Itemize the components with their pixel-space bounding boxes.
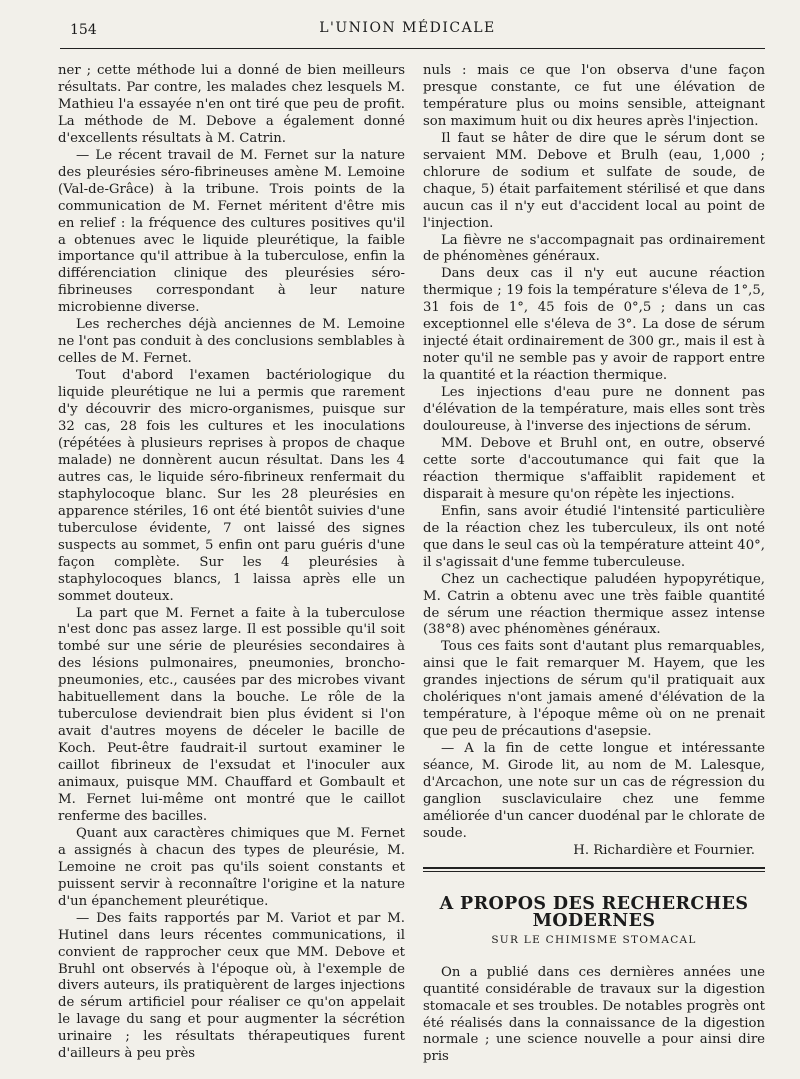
- right-column: [423, 63, 765, 1066]
- paragraph: Quant aux caractères chimiques que M. Fernet a assignés à chacun des types de pleurésie, M. Lemoine ne croit pas qu'ils soient constants et puissent servir à reconnaître l'origine et la nature d'un épanchement pleurétique.: [58, 825, 405, 909]
- paragraph: — Le récent travail de M. Fernet sur la nature des pleurésies séro-fibrineuses amène M. Lemoine (Val-de-Grâce) à la tribune. Trois points de la communication de M. Fernet méritent d'être mis en relief : la fréquence des cultures positives qu'il a obtenues avec le liquide pleurétique, la faible importance qu'il attribue à la tuberculose, enfin la différenciation clinique des pleurésies séro-fibrineuses correspondant à leur nature microbienne diverse.: [58, 147, 405, 316]
- paragraph: nuls : mais ce que l'on observa d'une façon presque constante, ce fut une élévation de température plus ou moins sensible, atteignant son maximum huit ou dix heures après l'injection.: [423, 63, 765, 129]
- paragraph: Tous ces faits sont d'autant plus remarquables, ainsi que le fait remarquer M. Hayem, que les grandes injections de sérum qu'il pratiquait aux cholériques n'ont jamais amené d'élévation de la température, à l'époque même où on ne prenait que peu de précautions d'asepsie.: [423, 639, 765, 740]
- page-header: [50, 18, 765, 42]
- paragraph: Tout d'abord l'examen bactériologique du liquide pleurétique ne lui a permis que rarement d'y découvrir des micro-organismes, puisque sur 32 cas, 28 fois les cultures et les inoculations (répétées à plusieurs reprises à propos de chaque malade) ne donnèrent aucun résultat. Dans les 4 autres cas, le liquide séro-fibrineux renfermait du staphylocoque blanc. Sur les 28 pleurésies en apparence stériles, 16 ont été bientôt suivies d'une tuberculose évidente, 7 ont laissé des signes suspects au sommet, 5 enfin ont paru guéris d'une façon complète. Sur les 4 pleurésies à staphylocoques blancs, 1 laissa après elle un sommet douteux.: [58, 368, 405, 604]
- paragraph: On a publié dans ces dernières années une quantité considérable de travaux sur la digestion stomacale et ses troubles. De notables progrès ont été réalisés dans la connaissance de la digestion normale ; une science nouvelle a pour ainsi dire pris: [423, 964, 765, 1065]
- paragraph: Les injections d'eau pure ne donnent pas d'élévation de la température, mais elles sont très douloureuse, à l'inverse des injections de sérum.: [423, 385, 765, 435]
- paragraph: — Des faits rapportés par M. Variot et par M. Hutinel dans leurs récentes communications, il convient de rapprocher ceux que MM. Debove et Bruhl ont observés à l'époque où, à l'exemple de divers auteurs, ils pratiquèrent de larges injections de sérum artificiel pour réaliser ce qu'on appelait le lavage du sang et pour augmenter la sécrétion urinaire ; les résultats thérapeutiques furent d'ailleurs à peu près: [58, 910, 405, 1062]
- paragraph: Il faut se hâter de dire que le sérum dont se servaient MM. Debove et Brulh (eau, 1,000 ; chlorure de sodium et sulfate de soude, de chaque, 5) était parfaitement stérilisé et que dans aucun cas il n'y eut d'accident local au point de l'injection.: [423, 130, 765, 231]
- signature: H. Richardière et Fournier.: [573, 842, 755, 858]
- section-divider: [423, 867, 765, 872]
- paragraph: La fièvre ne s'accompagnait pas ordinairement de phénomènes généraux.: [423, 232, 765, 265]
- paragraph: Dans deux cas il n'y eut aucune réaction thermique ; 19 fois la température s'éleva de 1°,5, 31 fois de 1°, 45 fois de 0°,5 ; dans un cas exceptionnel elle s'éleva de 3°. La dose de sérum injecté était ordinairement de 300 gr., mais il est à noter qu'il ne semble pas y avoir de rapport entre la quantité et la réaction thermique.: [423, 266, 765, 384]
- section-subtitle: SUR LE CHIMISME STOMACAL: [491, 933, 697, 946]
- paragraph: ner ; cette méthode lui a donné de bien meilleurs résultats. Par contre, les malades chez lesquels M. Mathieu l'a essayée n'en ont tiré que peu de profit. La méthode de M. Debove a également donné d'excellents résultats à M. Catrin.: [58, 63, 405, 146]
- paragraph: Enfin, sans avoir étudié l'intensité particulière de la réaction chez les tuberculeux, ils ont noté que dans le seul cas où la température atteint 40°, il s'agissait d'une femme tuberculeuse.: [423, 503, 765, 570]
- paragraph: — A la fin de cette longue et intéressante séance, M. Girode lit, au nom de M. Lalesque, d'Arcachon, une note sur un cas de régression du ganglion susclaviculaire chez une femme améliorée d'un cancer duodénal par le chlorate de soude.: [423, 741, 765, 841]
- paragraph: La part que M. Fernet a faite à la tuberculose n'est donc pas assez large. Il est possible qu'il soit tombé sur une série de pleurésies secondaires à des lésions pulmonaires, pneumonies, broncho-pneumonies, etc., causées par des microbes vivant habituellement dans la bouche. Le rôle de la tuberculose deviendrait bien plus évident si l'on avait d'autres moyens de déceler le bacille de Koch. Peut-être faudrait-il surtout examiner le caillot fibrineux de l'exsudat et l'inoculer aux animaux, puisque MM. Chauffard et Gombault et M. Fernet lui-même ont montré que le caillot renferme des bacilles.: [58, 605, 405, 824]
- left-column: [58, 63, 405, 1063]
- page-number: 154: [70, 22, 97, 38]
- paragraph: Chez un cachectique paludéen hypopyrétique, M. Catrin a obtenu avec une très faible quantité de sérum une réaction thermique assez intense (38°8) avec phénomènes généraux.: [423, 571, 765, 638]
- paragraph: MM. Debove et Bruhl ont, en outre, observé cette sorte d'accoutumance qui fait que la réaction thermique s'affaiblit rapidement et disparait à mesure qu'on répète les injections.: [423, 435, 765, 502]
- section-title: A PROPOS DES RECHERCHES MODERNES: [439, 893, 749, 931]
- running-title: L'UNION MÉDICALE: [319, 20, 496, 36]
- paragraph: Les recherches déjà anciennes de M. Lemoine ne l'ont pas conduit à des conclusions semblables à celles de M. Fernet.: [58, 317, 405, 367]
- header-rule: [60, 48, 765, 49]
